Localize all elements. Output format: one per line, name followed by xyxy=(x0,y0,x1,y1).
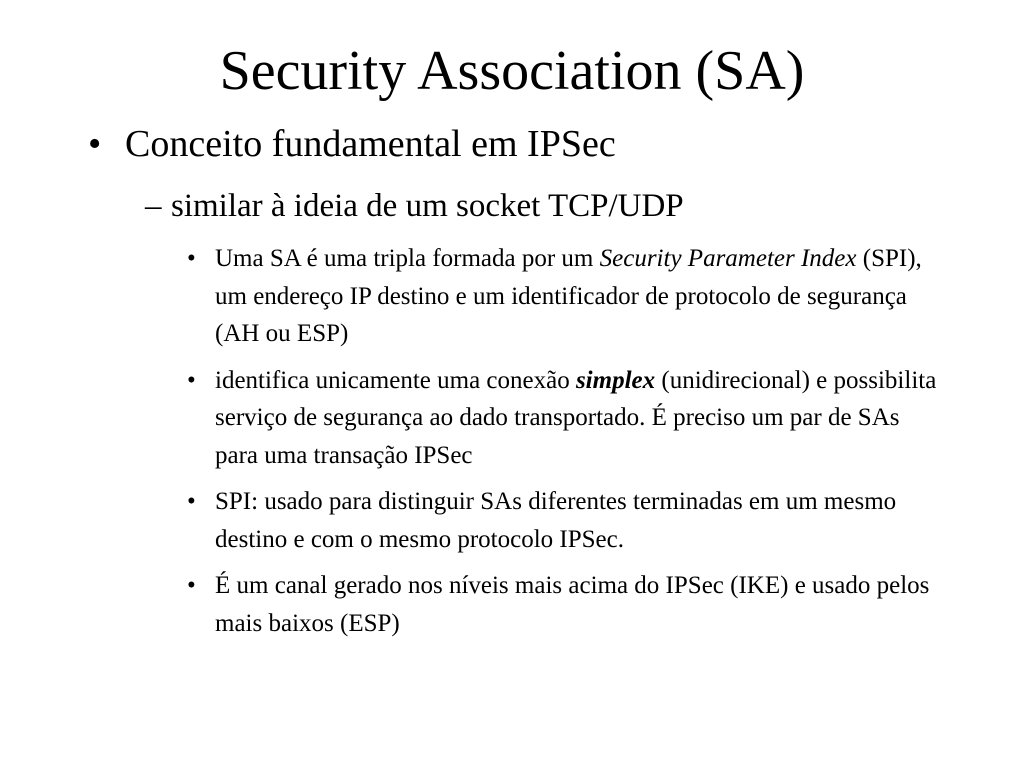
list-item xyxy=(187,567,947,642)
bullet-level1-text: Conceito fundamental em IPSec xyxy=(125,123,616,165)
bullet-icon: • xyxy=(187,488,196,515)
bullet-icon: • xyxy=(187,572,196,599)
bullet-icon: • xyxy=(88,123,102,165)
bullet-level3-list xyxy=(187,240,947,651)
slide-title: Security Association (SA) xyxy=(219,40,805,102)
item-text: É um canal gerado nos níveis mais acima do IPSec (IKE) e usado pelos mais baixos (ESP) xyxy=(215,572,930,637)
item-text-pre: identifica unicamente uma conexão xyxy=(215,366,576,394)
list-item xyxy=(187,362,947,475)
bullet-icon: • xyxy=(187,366,196,394)
bullet-level2-text: similar à ideia de um socket TCP/UDP xyxy=(171,188,684,224)
item-text-post: (SPI), um endereço IP destino e um identificador de protocolo de segurança (AH ou ESP) xyxy=(215,245,922,347)
item-text: SPI: usado para distinguir SAs diferentes terminadas em um mesmo destino e com o mesmo protocolo IPSec. xyxy=(215,488,897,553)
item-text-post: (unidirecional) e possibilita serviço de segurança ao dado transportado. É preciso um par de SAs para uma transação IPSec xyxy=(215,366,937,469)
dash-icon: – xyxy=(145,188,162,224)
item-text-bold-italic: simplex xyxy=(575,366,656,394)
bullet-icon: • xyxy=(187,245,196,272)
list-item xyxy=(187,483,947,558)
list-item xyxy=(187,240,947,353)
item-text-pre: Uma SA é uma tripla formada por um xyxy=(215,245,600,272)
item-text-italic: Security Parameter Index xyxy=(599,245,857,272)
